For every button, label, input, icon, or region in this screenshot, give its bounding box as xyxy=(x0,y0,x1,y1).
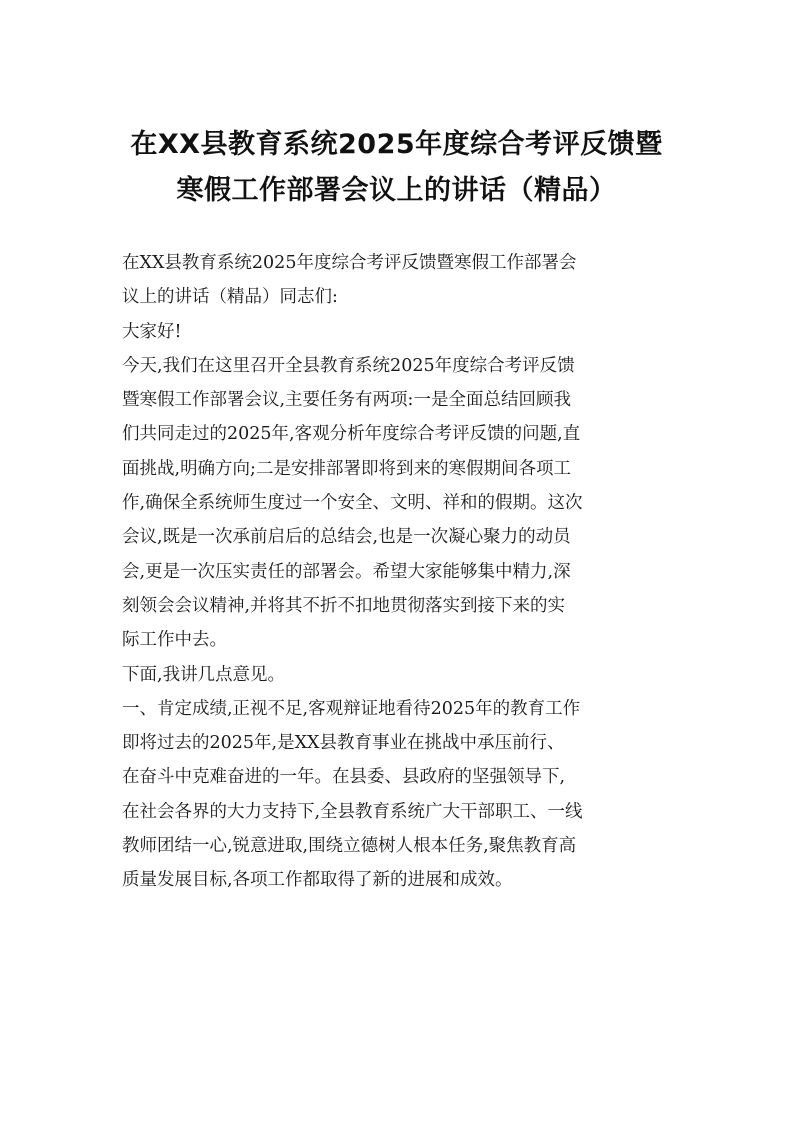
body-line: 即将过去的2025年,是XX县教育事业在挑战中承压前行、 xyxy=(122,733,565,754)
title-line-2: 寒假工作部署会议上的讲话（精品） xyxy=(176,175,617,206)
body-line: 下面,我讲几点意见。 xyxy=(122,664,286,685)
body-line: 会,更是一次压实责任的部署会。希望大家能够集中精力,深 xyxy=(122,561,571,582)
body-line: 大家好! xyxy=(122,321,182,342)
body-line: 一、肯定成绩,正视不足,客观辩证地看待2025年的教育工作 xyxy=(122,698,581,719)
body-line: 会议,既是一次承前启后的总结会,也是一次凝心聚力的动员 xyxy=(122,527,571,548)
document-title xyxy=(60,122,733,214)
body-line: 面挑战,明确方向;二是安排部署即将到来的寒假期间各项工 xyxy=(122,458,571,479)
body-line: 们共同走过的2025年,客观分析年度综合考评反馈的问题,直 xyxy=(122,424,581,445)
body-line: 在社会各界的大力支持下,全县教育系统广大干部职工、一线 xyxy=(122,801,583,822)
body-line: 在奋斗中克难奋进的一年。在县委、县政府的坚强领导下, xyxy=(122,767,566,788)
title-line-1: 在XX县教育系统2025年度综合考评反馈暨 xyxy=(130,129,663,160)
document-body xyxy=(122,246,682,898)
body-line: 质量发展目标,各项工作都取得了新的进展和成效。 xyxy=(122,870,513,891)
body-line: 际工作中去。 xyxy=(122,630,227,651)
body-line: 刻领会会议精神,并将其不折不扣地贯彻落实到接下来的实 xyxy=(122,595,566,616)
body-line: 今天,我们在这里召开全县教育系统2025年度综合考评反馈 xyxy=(122,355,575,376)
body-line: 暨寒假工作部署会议,主要任务有两项:一是全面总结回顾我 xyxy=(122,390,571,411)
body-line: 教师团结一心,锐意进取,围绕立德树人根本任务,聚焦教育高 xyxy=(122,836,577,857)
body-line: 议上的讲话（精品）同志们: xyxy=(122,287,338,308)
body-line: 在XX县教育系统2025年度综合考评反馈暨寒假工作部署会 xyxy=(122,253,577,273)
body-line: 作,确保全系统师生度过一个安全、文明、祥和的假期。这次 xyxy=(122,493,583,514)
